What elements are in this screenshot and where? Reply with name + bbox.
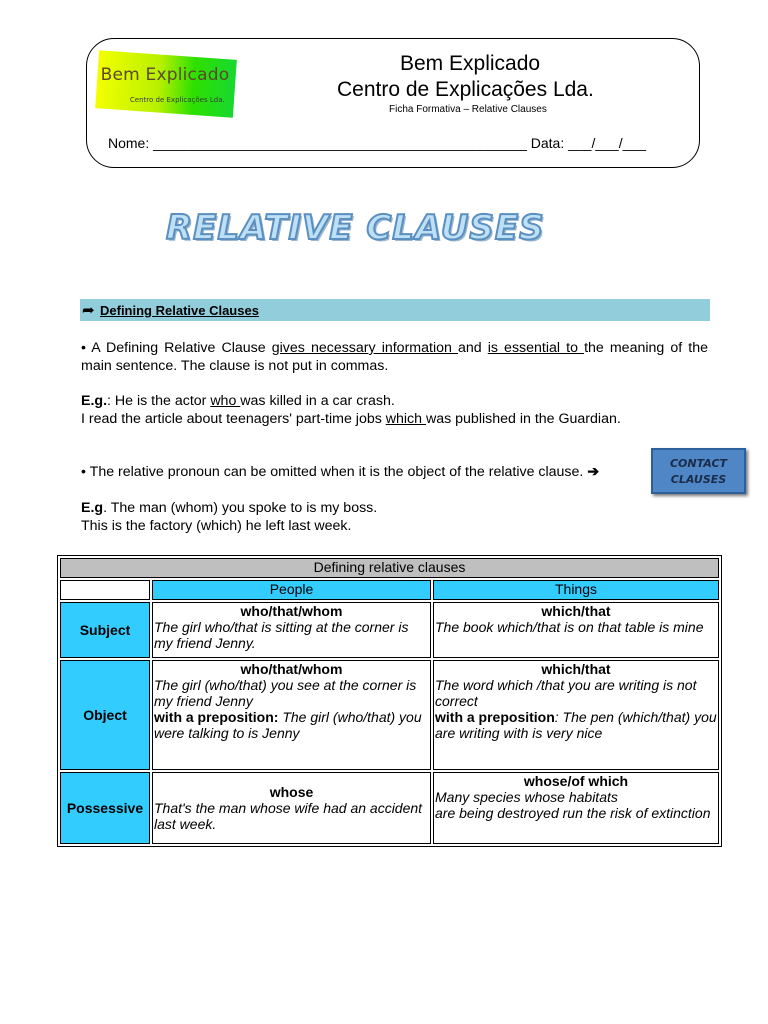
pronoun-title: which/that (541, 661, 611, 677)
empty-header-cell (60, 580, 150, 600)
column-header-things: Things (433, 580, 719, 600)
contact-line-2: CLAUSES (670, 473, 727, 486)
example-label: E.g. (81, 393, 108, 409)
underlined-pronoun: which (385, 411, 426, 427)
example-sentence: The book which/that is on that table is mine (435, 619, 704, 635)
subject-people-cell (152, 602, 431, 658)
example-sentence: The girl who/that is sitting at the corner is my friend Jenny. (154, 619, 409, 651)
example-1 (81, 393, 708, 411)
pronoun-title: whose/of which (523, 773, 629, 789)
logo-subtitle: Centro de Explicações Lda. (129, 95, 225, 104)
relative-clauses-table (57, 555, 722, 847)
table-caption: Defining relative clauses (60, 558, 719, 578)
example-sentence: The word which /that you are writing is not correct (435, 677, 697, 709)
definition-paragraph (81, 340, 708, 375)
school-name: Bem Explicado (400, 52, 541, 75)
example-sentence: The girl (who/that) you see at the corner is my friend Jenny (154, 677, 417, 709)
example-sentence: : The pen (which/that) you are writing with is very nice (435, 709, 717, 741)
example-sentence: That's the man whose wife had an accident last week. (154, 800, 423, 832)
underlined-phrase: gives necessary information (271, 340, 458, 356)
table-row (60, 772, 719, 844)
table-row (60, 602, 719, 658)
table-row (60, 660, 719, 770)
example-label: E.g (81, 500, 104, 516)
pronoun-title: whose (269, 784, 314, 800)
underlined-phrase: is essential to (487, 340, 585, 356)
bullet: • (81, 464, 86, 480)
row-label-subject: Subject (60, 602, 150, 658)
example-2 (81, 411, 708, 429)
section-heading: Defining Relative Clauses (100, 303, 259, 318)
school-logo (95, 50, 237, 117)
row-label-possessive: Possessive (60, 772, 150, 844)
definition-text: A Defining Relative Clause (91, 340, 272, 356)
example-text: I read the article about teenagers' part-time jobs (81, 411, 386, 427)
object-things-cell (433, 660, 719, 770)
preposition-label: with a preposition: (154, 709, 279, 725)
underlined-pronoun: who (210, 393, 241, 409)
contact-line-1: CONTACT (669, 457, 728, 470)
definition-text: the meaning of the main sentence. The clause is not put in commas. (81, 340, 709, 374)
pronoun-title: who/that/whom (240, 603, 343, 619)
row-label-object: Object (60, 660, 150, 770)
worksheet-subtitle: Ficha Formativa – Relative Clauses (389, 104, 547, 115)
example-4: This is the factory (which) he left last week. (81, 518, 352, 534)
example-sentence: The girl (who/that) you were talking to is Jenny (154, 709, 422, 741)
example-sentence: are being destroyed run the risk of extinction (435, 805, 711, 821)
example-sentence: Many species whose habitats (435, 789, 618, 805)
subject-things-cell (433, 602, 719, 658)
column-header-people: People (152, 580, 431, 600)
possessive-people-cell (152, 772, 431, 844)
possessive-things-cell (433, 772, 719, 844)
logo-title: Bem Explicado (100, 64, 230, 85)
contact-clauses-button[interactable] (651, 448, 746, 494)
school-company: Centro de Explicações Lda. (337, 78, 594, 101)
pronoun-title: who/that/whom (240, 661, 343, 677)
example-text: . The man (whom) you spoke to is my boss. (103, 500, 378, 516)
definition-text: and (457, 340, 488, 356)
page-title: RELATIVE CLAUSES (166, 208, 545, 248)
example-text: : He is the actor (107, 393, 211, 409)
pronoun-title: which/that (541, 603, 611, 619)
right-arrow-icon: ➔ (587, 464, 600, 480)
omission-paragraph (81, 464, 641, 482)
object-people-cell (152, 660, 431, 770)
example-text: was killed in a car crash. (240, 393, 395, 409)
share-arrow-icon: ➦ (82, 301, 95, 319)
example-3 (81, 500, 708, 518)
omission-text: The relative pronoun can be omitted when it is the object of the relative clause. (89, 464, 584, 480)
preposition-label: with a preposition (435, 709, 555, 725)
bullet: • (81, 340, 86, 356)
name-date-line: Nome: ________________________________________________ Data: ___/___/___ (108, 135, 646, 151)
example-text: was published in the Guardian. (425, 411, 621, 427)
